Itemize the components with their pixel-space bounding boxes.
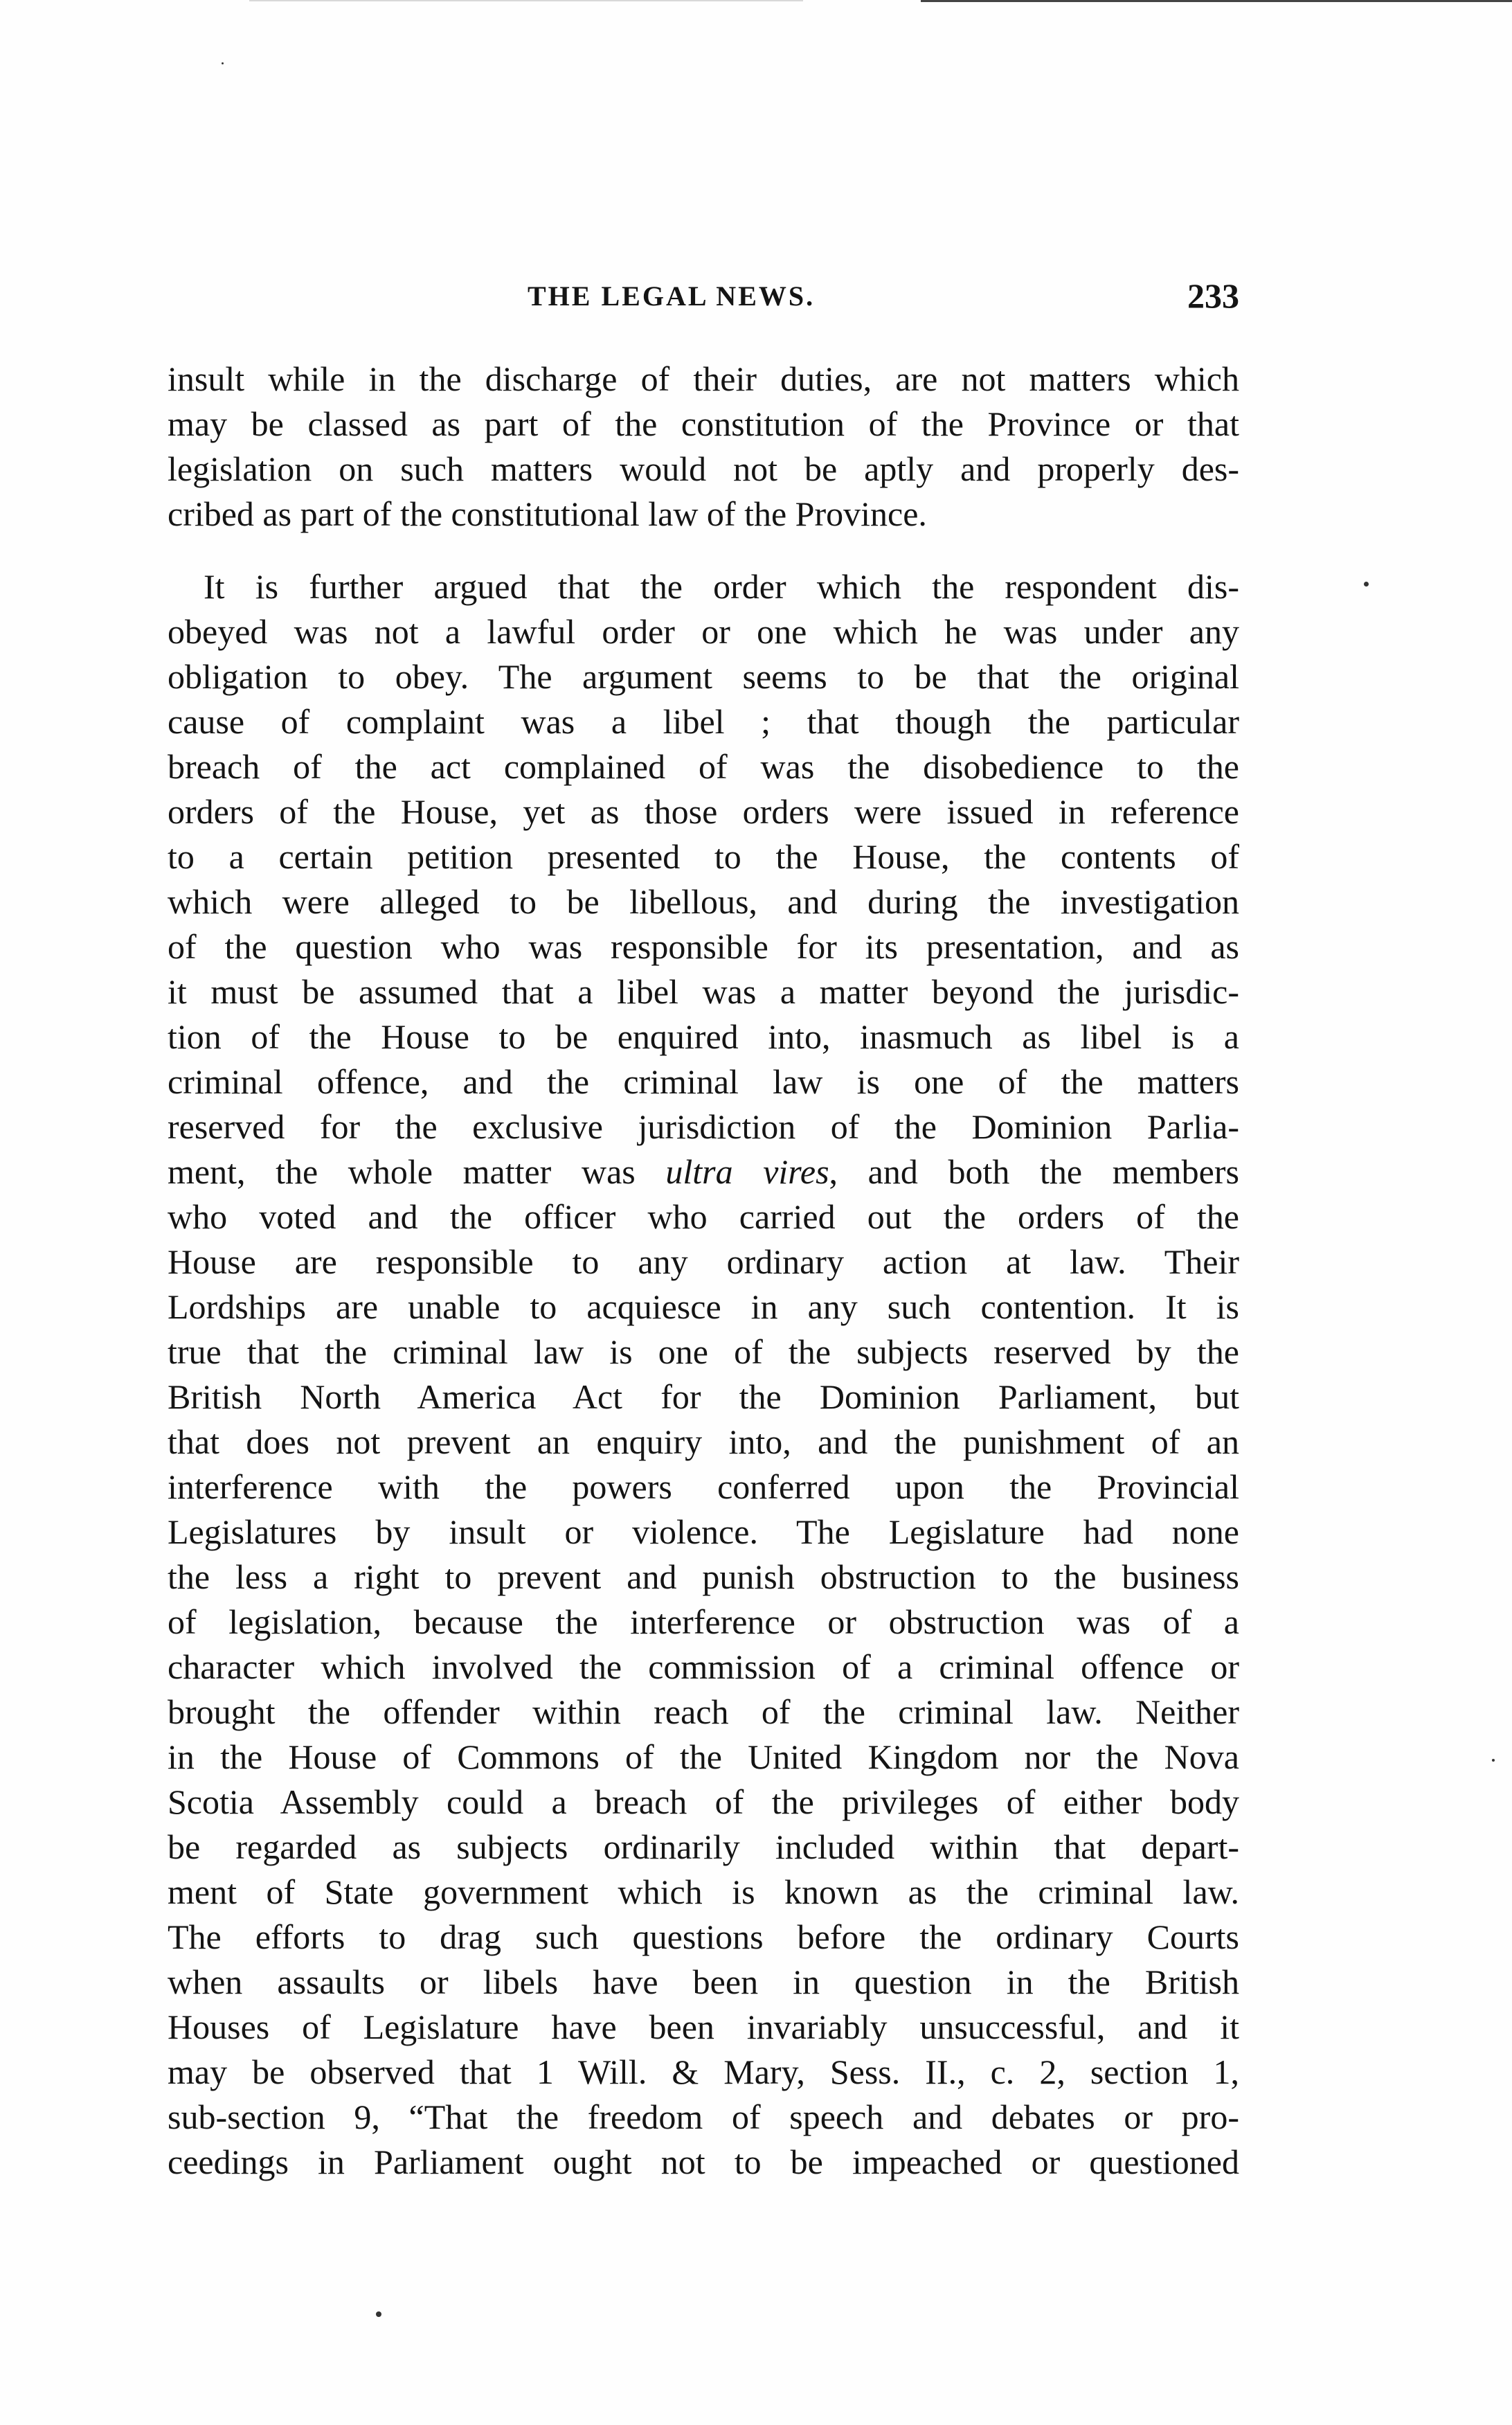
text-line: obeyed was not a lawful order or one which he was under any <box>168 612 1239 651</box>
text-line: Scotia Assembly could a breach of the privileges of either body <box>168 1782 1239 1821</box>
text-line: reserved for the exclusive jurisdiction of the Dominion Parlia- <box>168 1107 1239 1146</box>
ink-speck <box>376 2311 381 2317</box>
text-line: legislation on such matters would not be aptly and properly des- <box>168 449 1239 488</box>
text-line: obligation to obey. The argument seems to be that the original <box>168 657 1239 696</box>
text-line: in the House of Commons of the United Kingdom nor the Nova <box>168 1737 1239 1776</box>
ink-speck <box>222 62 224 64</box>
text-line: cause of complaint was a libel ; that though the particular <box>168 702 1239 741</box>
top-edge-shadow <box>249 0 803 1</box>
text-line: breach of the act complained of was the disobedience to the <box>168 747 1239 786</box>
text-line: true that the criminal law is one of the subjects reserved by the <box>168 1332 1239 1371</box>
text-line: ment of State government which is known as the criminal law. <box>168 1872 1239 1911</box>
text-line: that does not prevent an enquiry into, and the punishment of an <box>168 1422 1239 1461</box>
text-line: cribed as part of the constitutional law of the Province. <box>168 494 927 533</box>
text-line: tion of the House to be enquired into, inasmuch as libel is a <box>168 1017 1239 1056</box>
top-edge-rule <box>921 0 1512 2</box>
text-line: the less a right to prevent and punish obstruction to the business <box>168 1557 1239 1596</box>
text-line: criminal offence, and the criminal law is one of the matters <box>168 1062 1239 1101</box>
text-line: brought the offender within reach of the criminal law. Neither <box>168 1692 1239 1731</box>
text-line: Houses of Legislature have been invariably unsuccessful, and it <box>168 2007 1239 2046</box>
text-line: sub-section 9, “That the freedom of speech and debates or pro- <box>168 2097 1239 2136</box>
text-line: interference with the powers conferred upon the Provincial <box>168 1467 1239 1506</box>
text-line: be regarded as subjects ordinarily included within that depart- <box>168 1827 1239 1866</box>
text-line: may be observed that 1 Will. & Mary, Sess. II., c. 2, section 1, <box>168 2052 1239 2091</box>
ink-speck <box>1364 582 1369 587</box>
page-number: 233 <box>1187 276 1239 315</box>
line-head: ment, the whole matter was <box>168 1152 666 1191</box>
body-text <box>168 357 1239 2185</box>
text-line: character which involved the commission of a criminal offence or <box>168 1647 1239 1686</box>
text-line: who voted and the officer who carried out the orders of the <box>168 1197 1239 1236</box>
paragraph-1 <box>168 357 1239 537</box>
text-line: The efforts to drag such questions before the ordinary Courts <box>168 1917 1239 1956</box>
text-line: Lordships are unable to acquiesce in any such contention. It is <box>168 1287 1239 1326</box>
running-title: THE LEGAL NEWS. <box>528 280 816 312</box>
line-tail: , and both the members <box>829 1152 1239 1191</box>
text-line: ceedings in Parliament ought not to be impeached or questioned <box>168 2142 1239 2181</box>
paragraph-2 <box>168 564 1239 2185</box>
text-line: may be classed as part of the constitution of the Province or that <box>168 404 1239 443</box>
text-line: of legislation, because the interference or obstruction was of a <box>168 1602 1239 1641</box>
text-line: Legislatures by insult or violence. The Legislature had none <box>168 1512 1239 1551</box>
text-line: when assaults or libels have been in question in the British <box>168 1962 1239 2001</box>
text-line: it must be assumed that a libel was a matter beyond the jurisdic- <box>168 972 1239 1011</box>
text-line-mixed <box>168 1149 1239 1194</box>
italic-phrase: ultra vires <box>665 1152 829 1191</box>
text-line: which were alleged to be libellous, and during the investigation <box>168 882 1239 921</box>
text-line: insult while in the discharge of their duties, are not matters which <box>168 359 1239 398</box>
text-line: to a certain petition presented to the House, the contents of <box>168 837 1239 876</box>
ink-speck <box>1492 1759 1495 1762</box>
text-line: It is further argued that the order which the respondent dis- <box>204 567 1239 606</box>
paragraph-gap <box>168 537 1239 564</box>
text-line: British North America Act for the Dominion Parliament, but <box>168 1377 1239 1416</box>
text-line: House are responsible to any ordinary action at law. Their <box>168 1242 1239 1281</box>
running-head <box>168 276 1239 324</box>
text-line: of the question who was responsible for its presentation, and as <box>168 927 1239 966</box>
text-line: orders of the House, yet as those orders were issued in reference <box>168 792 1239 831</box>
